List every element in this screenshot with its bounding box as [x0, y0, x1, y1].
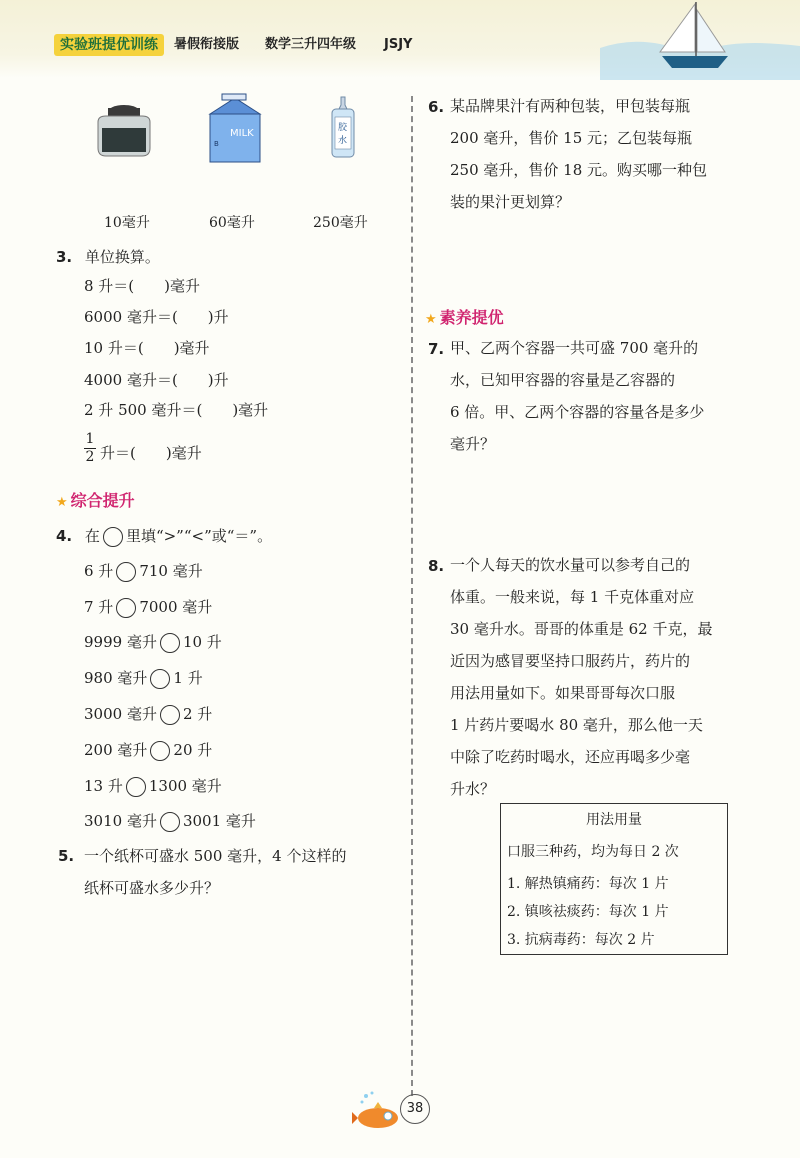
- submarine-fish-illustration: [352, 1090, 404, 1132]
- question-7-line: 甲、乙两个容器一共可盛 700 毫升的: [450, 339, 699, 357]
- milk-text: MILK: [230, 128, 254, 139]
- question-7-line: 毫升？: [450, 435, 496, 453]
- compare-right: 1300 毫升: [148, 777, 222, 795]
- usage-table-row: 口服三种药，均为每日 2 次: [507, 844, 679, 860]
- question-8-line: 近因为感冒要坚持口服药片，药片的: [450, 652, 691, 670]
- code-label: JSJY: [384, 37, 413, 52]
- question-8-number: 8.: [428, 557, 445, 575]
- glue-bottle-image: [329, 95, 357, 159]
- circle-icon: [103, 527, 123, 547]
- star-icon: ★: [425, 312, 437, 327]
- compare-right: 710 毫升: [139, 562, 203, 580]
- compare-left: 200 毫升: [84, 741, 148, 759]
- section-heading-comprehensive: [56, 488, 135, 511]
- question-8-line: 体重。一般来说，每 1 千克体重对应: [450, 588, 695, 606]
- usage-table-row: 1. 解热镇痛药：每次 1 片: [507, 876, 669, 892]
- compare-right: 10 升: [182, 633, 222, 651]
- question-3-text: 单位换算。: [84, 248, 160, 266]
- ink-bottle-image: [92, 100, 156, 158]
- compare-left: 13 升: [84, 777, 123, 795]
- container-label-1: 10毫升: [104, 215, 150, 231]
- question-5-line: 一个纸杯可盛水 500 毫升，4 个这样的: [84, 847, 347, 865]
- series-title: 实验班提优训练: [54, 34, 164, 56]
- edition-label: 暑假衔接版: [174, 37, 240, 52]
- question-6-number: 6.: [428, 98, 445, 116]
- compare-left: 3010 毫升: [84, 812, 157, 830]
- conversion-item-1: 8 升＝( )毫升: [84, 277, 201, 295]
- usage-dosage-table: [500, 803, 728, 955]
- question-8-line: 1 片药片要喝水 80 毫升，那么他一天: [450, 716, 703, 734]
- question-4-number: 4.: [56, 527, 73, 545]
- question-4-text-a: 在: [84, 527, 100, 545]
- question-7-number: 7.: [428, 340, 445, 358]
- section-title: 综合提升: [70, 491, 135, 510]
- usage-table-row: 2. 镇咳祛痰药：每次 1 片: [507, 904, 669, 920]
- question-5-number: 5.: [58, 847, 75, 865]
- glue-text-2: 水: [338, 136, 348, 146]
- question-4-text-b: 里填“>”“<”或“＝”。: [125, 527, 273, 545]
- compare-left: 7 升: [84, 598, 114, 616]
- container-label-2: 60毫升: [209, 215, 255, 231]
- usage-table-title: 用法用量: [586, 812, 642, 828]
- fraction-numerator: 1: [85, 431, 95, 447]
- question-8-line: 一个人每天的饮水量可以参考自己的: [450, 556, 691, 574]
- question-6-line: 200 毫升，售价 15 元；乙包装每瓶: [450, 129, 693, 147]
- question-7-text: [450, 332, 704, 460]
- question-8-line: 升水？: [450, 780, 496, 798]
- conversion-item-3: 10 升＝( )毫升: [84, 339, 210, 357]
- milk-carton-image: [200, 92, 270, 164]
- section-heading-literacy: [425, 305, 504, 328]
- question-5-text: [84, 840, 346, 904]
- question-6-line: 装的果汁更划算？: [450, 193, 571, 211]
- compare-left: 3000 毫升: [84, 705, 157, 723]
- question-7-line: 6 倍。甲、乙两个容器的容量各是多少: [450, 403, 705, 421]
- question-6-line: 某品牌果汁有两种包装，甲包装每瓶: [450, 97, 691, 115]
- question-8-text: [450, 549, 712, 805]
- question-6-line: 250 毫升，售价 18 元。购买哪一种包: [450, 161, 708, 179]
- page-number: 38: [400, 1094, 430, 1124]
- compare-left: 980 毫升: [84, 669, 148, 687]
- column-divider: [411, 96, 413, 1096]
- compare-row-5: [84, 704, 212, 725]
- compare-row-1: [84, 561, 203, 582]
- answer-circle[interactable]: [116, 598, 136, 618]
- compare-row-2: [84, 597, 212, 618]
- question-8-line: 中除了吃药时喝水，还应再喝多少毫: [450, 748, 691, 766]
- conversion-item-6: 升＝( )毫升: [100, 444, 202, 462]
- fraction-one-half: [84, 431, 96, 466]
- question-8-line: 用法用量如下。如果哥哥每次口服: [450, 684, 676, 702]
- compare-row-4: [84, 668, 203, 689]
- conversion-item-2: 6000 毫升＝( )升: [84, 308, 229, 326]
- question-5-line: 纸杯可盛水多少升？: [84, 879, 220, 897]
- question-8-line: 30 毫升水。哥哥的体重是 62 千克，最: [450, 620, 713, 638]
- question-6-text: [450, 90, 707, 218]
- compare-row-6: [84, 740, 212, 761]
- glue-text-1: 胶: [338, 123, 348, 133]
- answer-circle[interactable]: [160, 705, 180, 725]
- answer-circle[interactable]: [126, 777, 146, 797]
- answer-circle[interactable]: [150, 669, 170, 689]
- subject-label: 数学三升四年级: [265, 37, 357, 52]
- conversion-item-4: 4000 毫升＝( )升: [84, 371, 229, 389]
- fraction-denominator: 2: [85, 449, 95, 465]
- compare-row-8: [84, 811, 256, 832]
- compare-left: 9999 毫升: [84, 633, 157, 651]
- question-3-number: 3.: [56, 248, 73, 266]
- conversion-item-5: 2 升 500 毫升＝( )毫升: [84, 401, 269, 419]
- section-title: 素养提优: [439, 308, 504, 327]
- star-icon: ★: [56, 495, 68, 510]
- compare-right: 3001 毫升: [182, 812, 256, 830]
- question-3-title: [56, 247, 160, 267]
- answer-circle[interactable]: [150, 741, 170, 761]
- compare-row-3: [84, 632, 222, 653]
- compare-right: 7000 毫升: [139, 598, 213, 616]
- compare-right: 2 升: [182, 705, 213, 723]
- usage-table-row: 3. 抗病毒药：每次 2 片: [507, 932, 655, 948]
- question-4-title: [56, 526, 272, 547]
- answer-circle[interactable]: [160, 633, 180, 653]
- answer-circle[interactable]: [116, 562, 136, 582]
- sailboat-illustration: [600, 0, 800, 80]
- answer-circle[interactable]: [160, 812, 180, 832]
- compare-row-7: [84, 776, 222, 797]
- container-label-3: 250毫升: [313, 215, 368, 231]
- milk-small-text: B: [214, 140, 219, 148]
- compare-right: 1 升: [173, 669, 203, 687]
- question-7-line: 水，已知甲容器的容量是乙容器的: [450, 371, 676, 389]
- compare-right: 20 升: [173, 741, 213, 759]
- compare-left: 6 升: [84, 562, 114, 580]
